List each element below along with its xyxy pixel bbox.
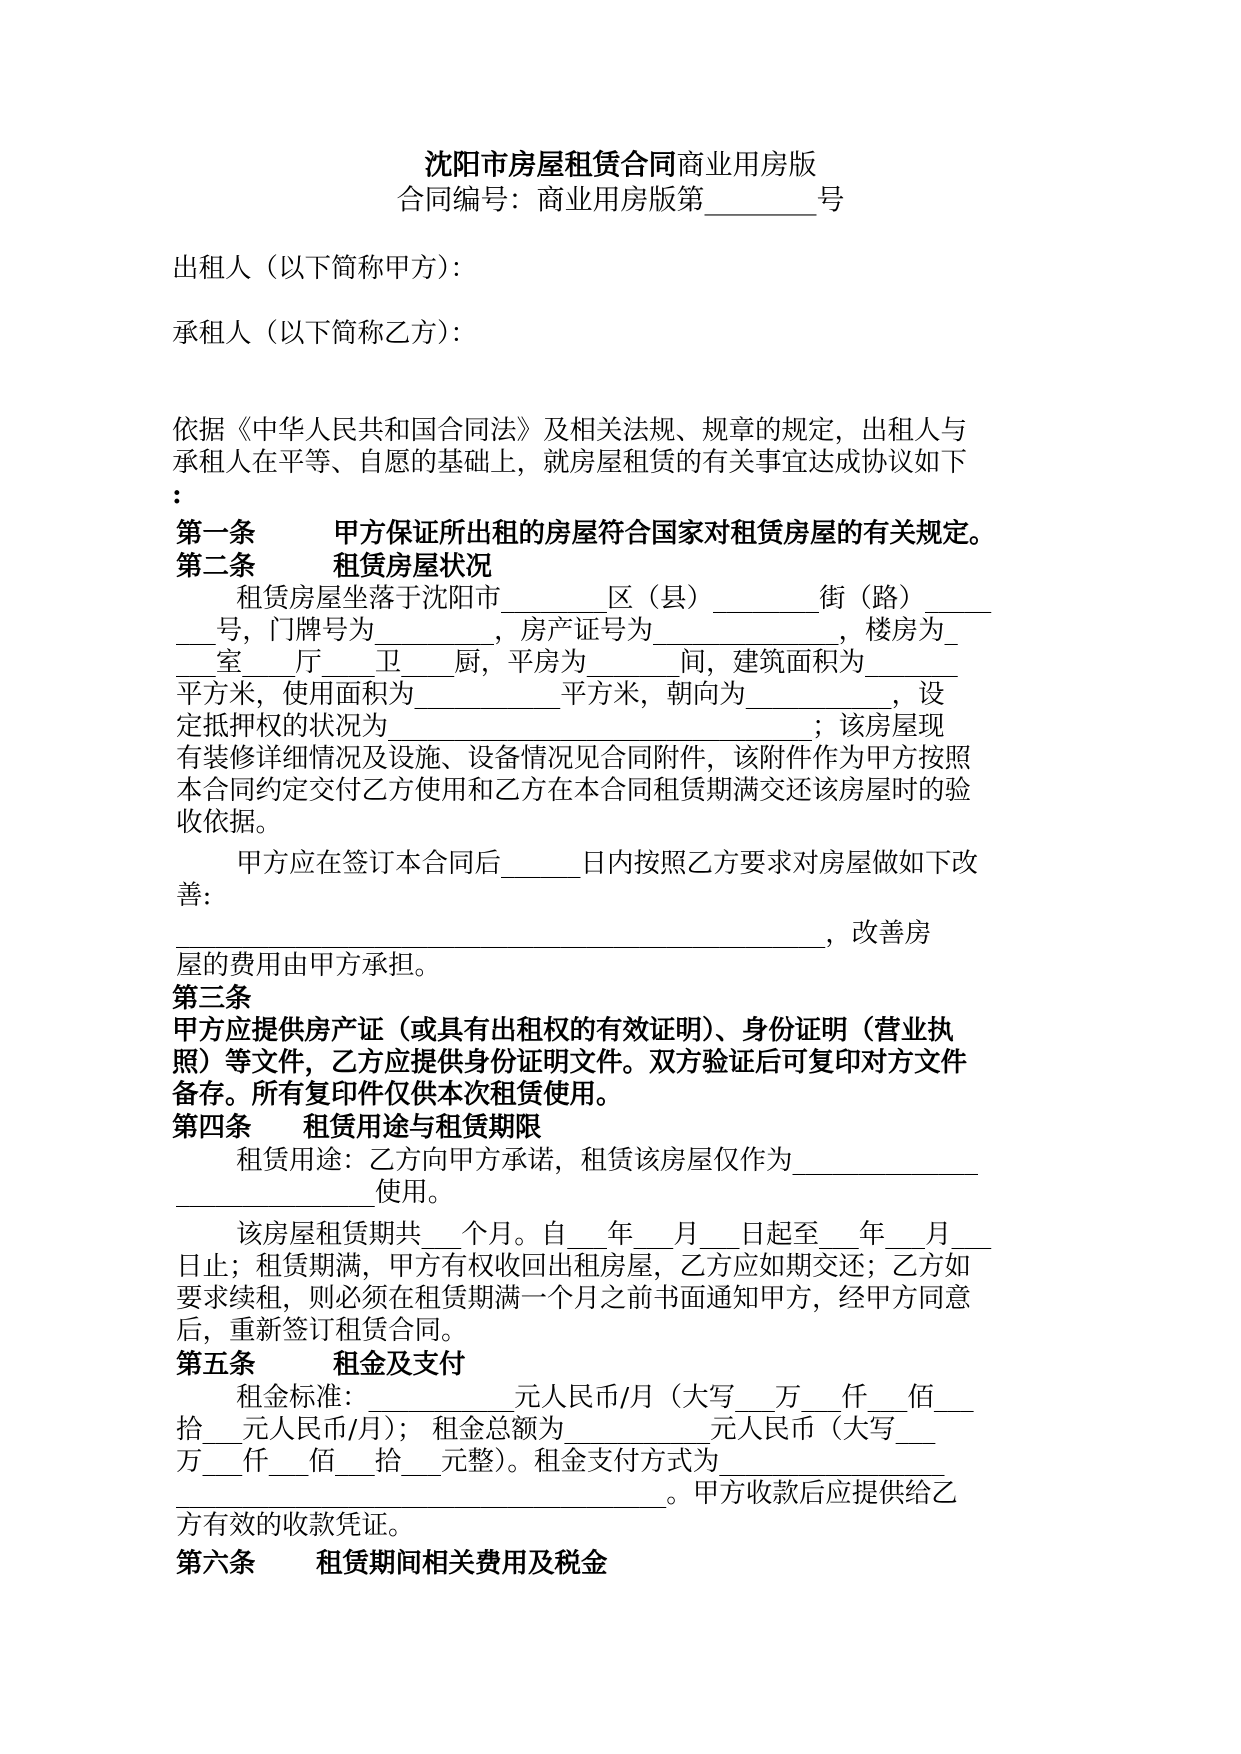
article-4-line: 该房屋租赁期共___个月。自___年___月___日起至___年___月___ (236, 1219, 992, 1250)
article-2-line: 有装修详细情况及设施、设备情况见合同附件，该附件作为甲方按照 (176, 743, 971, 774)
article-2-line: 平方米，使用面积为___________平方米，朝向为___________，设 (176, 679, 945, 710)
contract-number: 合同编号：商业用房版第________号 (396, 183, 845, 216)
contract-title-version: 商业用房版 (676, 148, 817, 181)
article-5-line: 方有效的收款凭证。 (176, 1510, 415, 1541)
article-2-line: _________________________________________________，改善房 (176, 918, 932, 949)
article-3-line: 甲方应提供房产证（或具有出租权的有效证明）、身份证明（营业执 (172, 1015, 954, 1046)
article-2-title: 租赁房屋状况 (333, 551, 492, 582)
lessee-line: 承租人（以下简称乙方）： (172, 318, 477, 349)
article-5-title: 租金及支付 (333, 1349, 466, 1380)
article-4-line: 后，重新签订租赁合同。 (176, 1315, 468, 1346)
article-2-line: 善: (176, 880, 212, 911)
article-4-line: 要求续租，则必须在租赁期满一个月之前书面通知甲方，经甲方同意 (176, 1283, 971, 1314)
article-2-number: 第二条 (176, 551, 256, 582)
article-5-number: 第五条 (176, 1349, 256, 1380)
article-5-line: 拾___元人民币/月）； 租金总额为___________元人民币（大写___ (176, 1414, 936, 1445)
article-4-line: 日止；租赁期满，甲方有权收回出租房屋，乙方应如期交还；乙方如 (176, 1251, 971, 1282)
article-2-line: 租赁房屋坐落于沈阳市________区（县）________街（路）_____ (236, 583, 992, 614)
article-4-number: 第四条 (172, 1112, 252, 1143)
article-6-number: 第六条 (176, 1548, 256, 1579)
lessor-line: 出租人（以下简称甲方）： (172, 253, 477, 284)
article-3-line: 照）等文件，乙方应提供身份证明文件。双方验证后可复印对方文件 (172, 1047, 967, 1078)
article-6-title: 租赁期间相关费用及税金 (316, 1548, 608, 1579)
article-5-line: 万___仟___佰___拾___元整）。租金支付方式为_________________ (176, 1446, 945, 1477)
article-3-line: 备存。所有复印件仅供本次租赁使用。 (172, 1079, 623, 1110)
article-2-line: ___室____厅____卫____厨，平房为_______间，建筑面积为_______ (176, 647, 958, 678)
article-5-line: 租金标准：___________元人民币/月（大写___万___仟___佰___ (236, 1382, 974, 1413)
article-2-line: 本合同约定交付乙方使用和乙方在本合同租赁期满交还该房屋时的验 (176, 775, 971, 806)
article-2-line: 屋的费用由甲方承担。 (176, 950, 441, 981)
article-1-title: 甲方保证所出租的房屋符合国家对租赁房屋的有关规定。 (333, 518, 996, 549)
preamble-line-2: 承租人在平等、自愿的基础上，就房屋租赁的有关事宜达成协议如下 (172, 447, 967, 478)
article-4-line: _______________使用。 (176, 1177, 455, 1208)
article-1-number: 第一条 (176, 518, 256, 549)
article-4-line: 租赁用途：乙方向甲方承诺，租赁该房屋仅作为______________ (236, 1145, 978, 1176)
article-5-line: _____________________________________。甲方收款后应提供给乙 (176, 1478, 958, 1509)
article-3-number: 第三条 (172, 983, 252, 1014)
article-4-title: 租赁用途与租赁期限 (303, 1112, 542, 1143)
article-2-line: 收依据。 (176, 807, 282, 838)
contract-title-main: 沈阳市房屋租赁合同 (424, 148, 677, 181)
article-2-line: ___号，门牌号为_________，房产证号为______________，楼房为_ (176, 615, 958, 646)
article-2-line: 定抵押权的状况为________________________________；该房屋现 (176, 711, 945, 742)
contract-title (0, 148, 1241, 182)
preamble-line-3: : (172, 479, 182, 510)
preamble-line-1: 依据《中华人民共和国合同法》及相关法规、规章的规定，出租人与 (172, 415, 967, 446)
article-2-line: 甲方应在签订本合同后______日内按照乙方要求对房屋做如下改 (236, 848, 978, 879)
